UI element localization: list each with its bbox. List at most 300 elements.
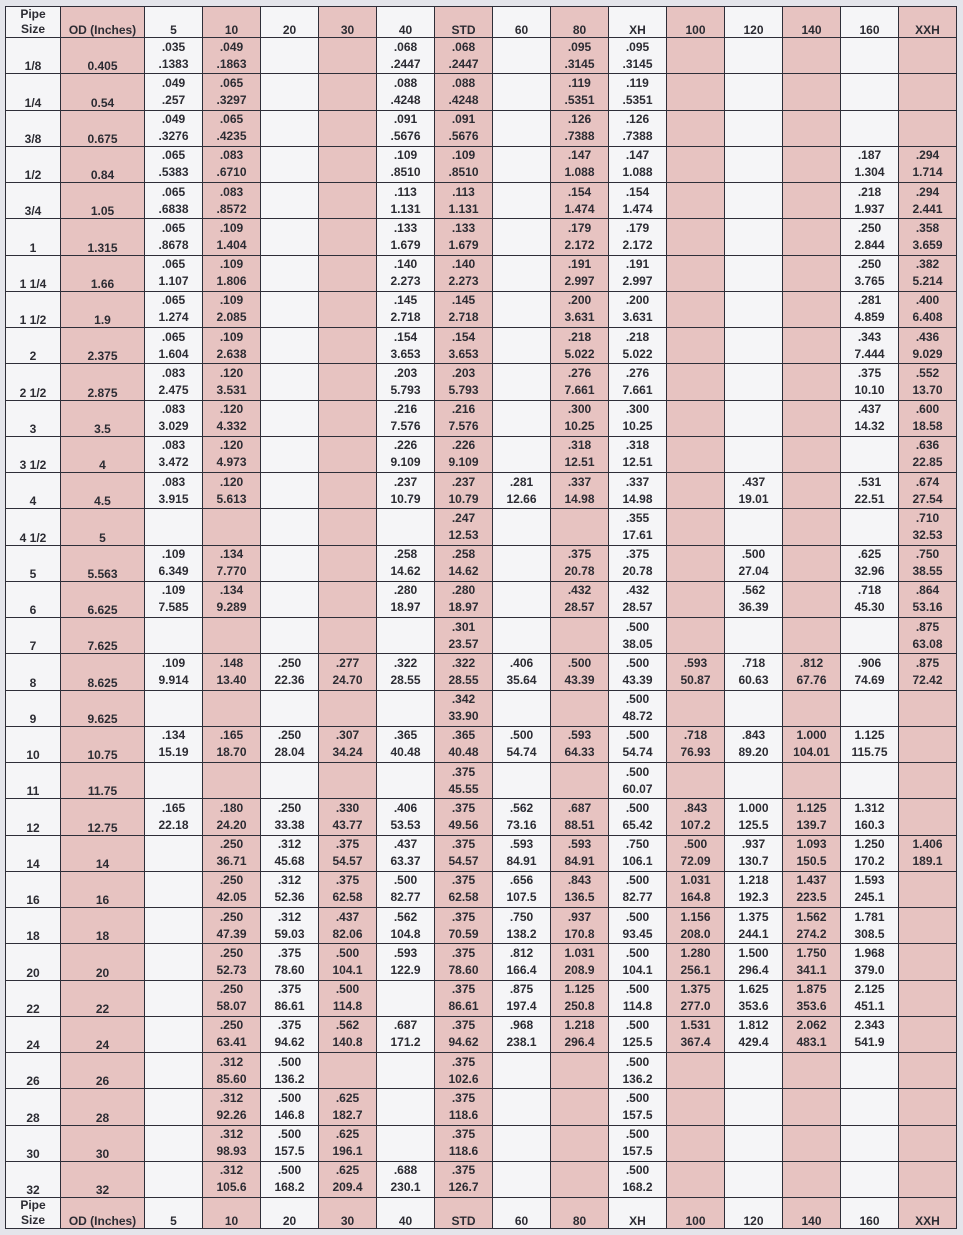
- weight-per-foot: 98.93: [216, 1144, 247, 1159]
- value-cell-10: [203, 799, 261, 835]
- weight-per-foot: 274.2: [796, 926, 827, 941]
- value-cell-120: [725, 328, 783, 364]
- wall-thickness: .375: [277, 1018, 302, 1033]
- value-cell-5: [145, 980, 203, 1016]
- wall-thickness: .154: [567, 184, 592, 199]
- value-cell-30: [319, 146, 377, 182]
- weight-per-foot: 93.45: [622, 926, 653, 941]
- value-cell-120: [725, 473, 783, 509]
- value-cell-10: [203, 1053, 261, 1089]
- value-cell-160: [841, 581, 899, 617]
- value-cell-40: [377, 1053, 435, 1089]
- weight-per-foot: 168.2: [274, 1180, 305, 1195]
- value-cell-140: [783, 255, 841, 291]
- weight-per-foot: 104.8: [390, 926, 421, 941]
- value-cell-10: [203, 364, 261, 400]
- value-cell-xh: [609, 618, 667, 654]
- weight-per-foot: 3.653: [448, 346, 479, 361]
- top-schedule-header-40: 40: [377, 7, 435, 38]
- wall-thickness: .307: [335, 728, 360, 743]
- weight-per-foot: 3.915: [158, 491, 189, 506]
- wall-thickness: .656: [509, 873, 534, 888]
- value-cell-140: [783, 944, 841, 980]
- value-cell-80: [551, 38, 609, 74]
- value-cell-60: [493, 183, 551, 219]
- wall-thickness: .875: [915, 655, 940, 670]
- weight-per-foot: 136.2: [274, 1071, 305, 1086]
- value-cell-10: [203, 726, 261, 762]
- pipe-size-cell: 32: [6, 1161, 61, 1197]
- wall-thickness: .120: [219, 474, 244, 489]
- weight-per-foot: 10.10: [854, 382, 885, 397]
- wall-thickness: .687: [567, 800, 592, 815]
- value-cell-20: [261, 944, 319, 980]
- top-schedule-header-20: 20: [261, 7, 319, 38]
- value-cell-160: [841, 980, 899, 1016]
- value-cell-80: [551, 944, 609, 980]
- weight-per-foot: 43.39: [622, 672, 653, 687]
- value-cell-xh: [609, 545, 667, 581]
- weight-per-foot: 20.78: [564, 564, 595, 579]
- weight-per-foot: 94.62: [274, 1035, 305, 1050]
- value-cell-60: [493, 146, 551, 182]
- top-schedule-header-140: 140: [783, 7, 841, 38]
- weight-per-foot: 160.3: [854, 817, 885, 832]
- value-cell-5: [145, 618, 203, 654]
- weight-per-foot: 5.022: [564, 346, 595, 361]
- weight-per-foot: 74.69: [854, 672, 885, 687]
- value-cell-30: [319, 1053, 377, 1089]
- value-cell-120: [725, 726, 783, 762]
- value-cell-30: [319, 871, 377, 907]
- weight-per-foot: 2.085: [216, 310, 247, 325]
- header-row-bottom: [6, 1198, 957, 1229]
- wall-thickness: .593: [509, 837, 534, 852]
- weight-per-foot: 2.718: [448, 310, 479, 325]
- weight-per-foot: 45.68: [274, 854, 305, 869]
- value-cell-20: [261, 183, 319, 219]
- value-cell-5: [145, 1016, 203, 1052]
- weight-per-foot: 2.475: [158, 382, 189, 397]
- weight-per-foot: 88.51: [564, 817, 595, 832]
- value-cell-xxh: [899, 183, 957, 219]
- value-cell-5: [145, 726, 203, 762]
- value-cell-30: [319, 944, 377, 980]
- value-cell-120: [725, 509, 783, 545]
- value-cell-xh: [609, 110, 667, 146]
- pipe-size-cell: 1 1/2: [6, 291, 61, 327]
- weight-per-foot: 6.349: [158, 564, 189, 579]
- value-cell-140: [783, 219, 841, 255]
- weight-per-foot: 72.42: [912, 672, 943, 687]
- weight-per-foot: 49.56: [448, 817, 479, 832]
- value-cell-std: [435, 944, 493, 980]
- value-cell-160: [841, 1161, 899, 1197]
- weight-per-foot: 9.289: [216, 600, 247, 615]
- value-cell-10: [203, 38, 261, 74]
- weight-per-foot: 48.72: [622, 709, 653, 724]
- weight-per-foot: 38.55: [912, 564, 943, 579]
- value-cell-160: [841, 291, 899, 327]
- wall-thickness: .375: [335, 873, 360, 888]
- value-cell-80: [551, 871, 609, 907]
- od-cell: 1.9: [61, 291, 145, 327]
- wall-thickness: .134: [161, 728, 186, 743]
- value-cell-60: [493, 1053, 551, 1089]
- weight-per-foot: 20.78: [622, 564, 653, 579]
- weight-per-foot: 32.53: [912, 527, 943, 542]
- weight-per-foot: 54.74: [622, 745, 653, 760]
- value-cell-80: [551, 1053, 609, 1089]
- value-cell-5: [145, 146, 203, 182]
- weight-per-foot: .1383: [158, 56, 189, 71]
- value-cell-xh: [609, 1125, 667, 1161]
- weight-per-foot: 52.36: [274, 890, 305, 905]
- value-cell-20: [261, 1125, 319, 1161]
- weight-per-foot: 73.16: [506, 817, 537, 832]
- wall-thickness: .342: [451, 692, 476, 707]
- top-schedule-header-30: 30: [319, 7, 377, 38]
- weight-per-foot: 86.61: [448, 999, 479, 1014]
- pipe-size-cell: 3/8: [6, 110, 61, 146]
- pipe-size-cell: 6: [6, 581, 61, 617]
- value-cell-30: [319, 980, 377, 1016]
- value-cell-30: [319, 1089, 377, 1125]
- value-cell-xxh: [899, 400, 957, 436]
- wall-thickness: .120: [219, 402, 244, 417]
- weight-per-foot: 5.793: [390, 382, 421, 397]
- wall-thickness: .065: [161, 220, 186, 235]
- table-row: [6, 400, 957, 436]
- weight-per-foot: 78.60: [448, 962, 479, 977]
- weight-per-foot: 102.6: [448, 1071, 479, 1086]
- wall-thickness: .636: [915, 438, 940, 453]
- value-cell-80: [551, 799, 609, 835]
- value-cell-10: [203, 183, 261, 219]
- wall-thickness: .500: [335, 982, 360, 997]
- weight-per-foot: 47.39: [216, 926, 247, 941]
- wall-thickness: .065: [161, 148, 186, 163]
- value-cell-40: [377, 545, 435, 581]
- wall-thickness: .250: [857, 257, 882, 272]
- bottom-schedule-header-60: 60: [493, 1198, 551, 1229]
- weight-per-foot: 34.24: [332, 745, 363, 760]
- od-cell: 2.875: [61, 364, 145, 400]
- weight-per-foot: 196.1: [332, 1144, 363, 1159]
- weight-per-foot: 118.6: [448, 1144, 479, 1159]
- wall-thickness: .065: [219, 75, 244, 90]
- value-cell-20: [261, 980, 319, 1016]
- wall-thickness: .154: [625, 184, 650, 199]
- wall-thickness: .375: [857, 365, 882, 380]
- wall-thickness: .065: [161, 184, 186, 199]
- wall-thickness: .875: [915, 619, 940, 634]
- value-cell-xxh: [899, 38, 957, 74]
- value-cell-160: [841, 871, 899, 907]
- value-cell-100: [667, 1053, 725, 1089]
- weight-per-foot: 2.844: [854, 237, 885, 252]
- wall-thickness: 1.000: [738, 800, 769, 815]
- wall-thickness: .718: [741, 655, 766, 670]
- weight-per-foot: 40.48: [448, 745, 479, 760]
- wall-thickness: .083: [161, 402, 186, 417]
- wall-thickness: .750: [509, 909, 534, 924]
- weight-per-foot: 12.51: [622, 455, 653, 470]
- value-cell-160: [841, 654, 899, 690]
- wall-thickness: 1.562: [796, 909, 827, 924]
- value-cell-20: [261, 1161, 319, 1197]
- value-cell-5: [145, 291, 203, 327]
- wall-thickness: 1.500: [738, 945, 769, 960]
- value-cell-30: [319, 1161, 377, 1197]
- wall-thickness: .247: [451, 510, 476, 525]
- od-cell: 30: [61, 1125, 145, 1161]
- wall-thickness: .049: [219, 39, 244, 54]
- value-cell-20: [261, 291, 319, 327]
- value-cell-60: [493, 618, 551, 654]
- value-cell-xh: [609, 1053, 667, 1089]
- wall-thickness: .147: [625, 148, 650, 163]
- wall-thickness: .375: [451, 945, 476, 960]
- weight-per-foot: 92.26: [216, 1107, 247, 1122]
- value-cell-40: [377, 110, 435, 146]
- weight-per-foot: 50.87: [680, 672, 711, 687]
- value-cell-5: [145, 835, 203, 871]
- value-cell-140: [783, 980, 841, 1016]
- wall-thickness: .432: [567, 583, 592, 598]
- wall-thickness: .119: [568, 75, 591, 90]
- weight-per-foot: 171.2: [390, 1035, 421, 1050]
- wall-thickness: .133: [393, 220, 418, 235]
- wall-thickness: .200: [567, 293, 592, 308]
- value-cell-30: [319, 328, 377, 364]
- value-cell-xxh: [899, 436, 957, 472]
- weight-per-foot: 256.1: [680, 962, 711, 977]
- value-cell-160: [841, 364, 899, 400]
- weight-per-foot: 157.5: [622, 1144, 653, 1159]
- value-cell-160: [841, 183, 899, 219]
- value-cell-60: [493, 871, 551, 907]
- wall-thickness: .120: [219, 438, 244, 453]
- weight-per-foot: 1.474: [564, 201, 595, 216]
- value-cell-30: [319, 400, 377, 436]
- value-cell-120: [725, 799, 783, 835]
- value-cell-60: [493, 219, 551, 255]
- value-cell-120: [725, 581, 783, 617]
- value-cell-xxh: [899, 364, 957, 400]
- value-cell-10: [203, 219, 261, 255]
- value-cell-xxh: [899, 1125, 957, 1161]
- wall-thickness: .216: [393, 402, 418, 417]
- value-cell-std: [435, 980, 493, 1016]
- wall-thickness: .145: [451, 293, 476, 308]
- value-cell-160: [841, 146, 899, 182]
- wall-thickness: .068: [393, 39, 418, 54]
- weight-per-foot: 53.53: [390, 817, 421, 832]
- wall-thickness: .300: [625, 402, 650, 417]
- value-cell-30: [319, 799, 377, 835]
- value-cell-std: [435, 1016, 493, 1052]
- top-pipe-size-header: Pipe Size: [6, 7, 61, 38]
- weight-per-foot: 9.029: [912, 346, 943, 361]
- value-cell-40: [377, 871, 435, 907]
- value-cell-40: [377, 581, 435, 617]
- od-cell: 16: [61, 871, 145, 907]
- value-cell-160: [841, 255, 899, 291]
- bottom-schedule-header-120: 120: [725, 1198, 783, 1229]
- weight-per-foot: 115.75: [851, 745, 888, 760]
- wall-thickness: .312: [219, 1090, 244, 1105]
- weight-per-foot: 10.79: [448, 491, 479, 506]
- value-cell-10: [203, 1161, 261, 1197]
- weight-per-foot: 3.653: [390, 346, 421, 361]
- wall-thickness: .365: [451, 728, 476, 743]
- weight-per-foot: .3297: [216, 92, 247, 107]
- weight-per-foot: 3.659: [912, 237, 943, 252]
- weight-per-foot: .7388: [622, 129, 653, 144]
- weight-per-foot: 7.444: [854, 346, 885, 361]
- value-cell-std: [435, 763, 493, 799]
- weight-per-foot: 89.20: [738, 745, 769, 760]
- weight-per-foot: 136.2: [622, 1071, 653, 1086]
- weight-per-foot: 7.576: [448, 419, 479, 434]
- value-cell-std: [435, 545, 493, 581]
- value-cell-xh: [609, 328, 667, 364]
- weight-per-foot: 27.04: [738, 564, 769, 579]
- value-cell-20: [261, 509, 319, 545]
- weight-per-foot: 277.0: [680, 999, 711, 1014]
- weight-per-foot: 1.806: [216, 274, 247, 289]
- value-cell-40: [377, 146, 435, 182]
- value-cell-120: [725, 436, 783, 472]
- weight-per-foot: 2.718: [390, 310, 421, 325]
- value-cell-std: [435, 110, 493, 146]
- wall-thickness: .276: [625, 365, 650, 380]
- weight-per-foot: .6710: [216, 165, 247, 180]
- wall-thickness: .375: [451, 1018, 476, 1033]
- weight-per-foot: 3.029: [158, 419, 189, 434]
- value-cell-10: [203, 581, 261, 617]
- value-cell-80: [551, 545, 609, 581]
- value-cell-60: [493, 763, 551, 799]
- wall-thickness: 1.093: [796, 837, 827, 852]
- table-row: [6, 581, 957, 617]
- wall-thickness: .562: [335, 1018, 360, 1033]
- wall-thickness: .500: [625, 945, 650, 960]
- value-cell-80: [551, 219, 609, 255]
- wall-thickness: .937: [567, 909, 592, 924]
- weight-per-foot: 1.604: [158, 346, 189, 361]
- wall-thickness: 1.375: [680, 982, 711, 997]
- wall-thickness: .109: [219, 329, 244, 344]
- table-row: [6, 908, 957, 944]
- weight-per-foot: 2.172: [622, 237, 653, 252]
- weight-per-foot: 18.97: [390, 600, 421, 615]
- wall-thickness: .337: [625, 474, 650, 489]
- weight-per-foot: .7388: [564, 129, 595, 144]
- value-cell-20: [261, 436, 319, 472]
- wall-thickness: .375: [451, 982, 476, 997]
- value-cell-120: [725, 291, 783, 327]
- value-cell-60: [493, 473, 551, 509]
- pipe-size-cell: 3 1/2: [6, 436, 61, 472]
- table-row: [6, 1125, 957, 1161]
- wall-thickness: .718: [857, 583, 882, 598]
- top-schedule-header-xh: XH: [609, 7, 667, 38]
- wall-thickness: .300: [567, 402, 592, 417]
- value-cell-xxh: [899, 1053, 957, 1089]
- value-cell-140: [783, 1161, 841, 1197]
- value-cell-30: [319, 291, 377, 327]
- value-cell-160: [841, 1053, 899, 1089]
- value-cell-10: [203, 545, 261, 581]
- value-cell-xh: [609, 763, 667, 799]
- value-cell-140: [783, 908, 841, 944]
- weight-per-foot: .2447: [390, 56, 421, 71]
- table-row: [6, 980, 957, 1016]
- value-cell-160: [841, 1089, 899, 1125]
- od-cell: 14: [61, 835, 145, 871]
- value-cell-100: [667, 38, 725, 74]
- value-cell-80: [551, 328, 609, 364]
- wall-thickness: .625: [857, 547, 882, 562]
- wall-thickness: .375: [567, 547, 592, 562]
- value-cell-120: [725, 871, 783, 907]
- value-cell-xh: [609, 364, 667, 400]
- value-cell-140: [783, 654, 841, 690]
- value-cell-xh: [609, 291, 667, 327]
- value-cell-xh: [609, 1161, 667, 1197]
- value-cell-xh: [609, 980, 667, 1016]
- value-cell-120: [725, 146, 783, 182]
- value-cell-20: [261, 690, 319, 726]
- pipe-size-cell: 4 1/2: [6, 509, 61, 545]
- wall-thickness: .226: [451, 438, 476, 453]
- value-cell-60: [493, 690, 551, 726]
- wall-thickness: .109: [219, 293, 244, 308]
- od-cell: 28: [61, 1089, 145, 1125]
- wall-thickness: .083: [219, 184, 244, 199]
- value-cell-30: [319, 908, 377, 944]
- value-cell-20: [261, 799, 319, 835]
- bottom-schedule-header-140: 140: [783, 1198, 841, 1229]
- wall-thickness: 1.125: [854, 728, 885, 743]
- value-cell-160: [841, 1016, 899, 1052]
- wall-thickness: .065: [161, 257, 186, 272]
- wall-thickness: .294: [915, 184, 940, 199]
- value-cell-140: [783, 835, 841, 871]
- wall-thickness: .237: [451, 474, 476, 489]
- value-cell-160: [841, 835, 899, 871]
- wall-thickness: 2.062: [796, 1018, 827, 1033]
- weight-per-foot: 28.57: [622, 600, 653, 615]
- od-cell: 3.5: [61, 400, 145, 436]
- value-cell-10: [203, 835, 261, 871]
- wall-thickness: .500: [625, 655, 650, 670]
- weight-per-foot: .4248: [448, 92, 479, 107]
- pipe-size-cell: 1/2: [6, 146, 61, 182]
- od-cell: 0.84: [61, 146, 145, 182]
- weight-per-foot: 197.4: [506, 999, 537, 1014]
- wall-thickness: .500: [741, 547, 766, 562]
- weight-per-foot: 7.661: [622, 382, 653, 397]
- value-cell-40: [377, 473, 435, 509]
- wall-thickness: .126: [567, 112, 592, 127]
- weight-per-foot: 136.5: [564, 890, 595, 905]
- value-cell-60: [493, 110, 551, 146]
- top-schedule-header-100: 100: [667, 7, 725, 38]
- table-row: [6, 328, 957, 364]
